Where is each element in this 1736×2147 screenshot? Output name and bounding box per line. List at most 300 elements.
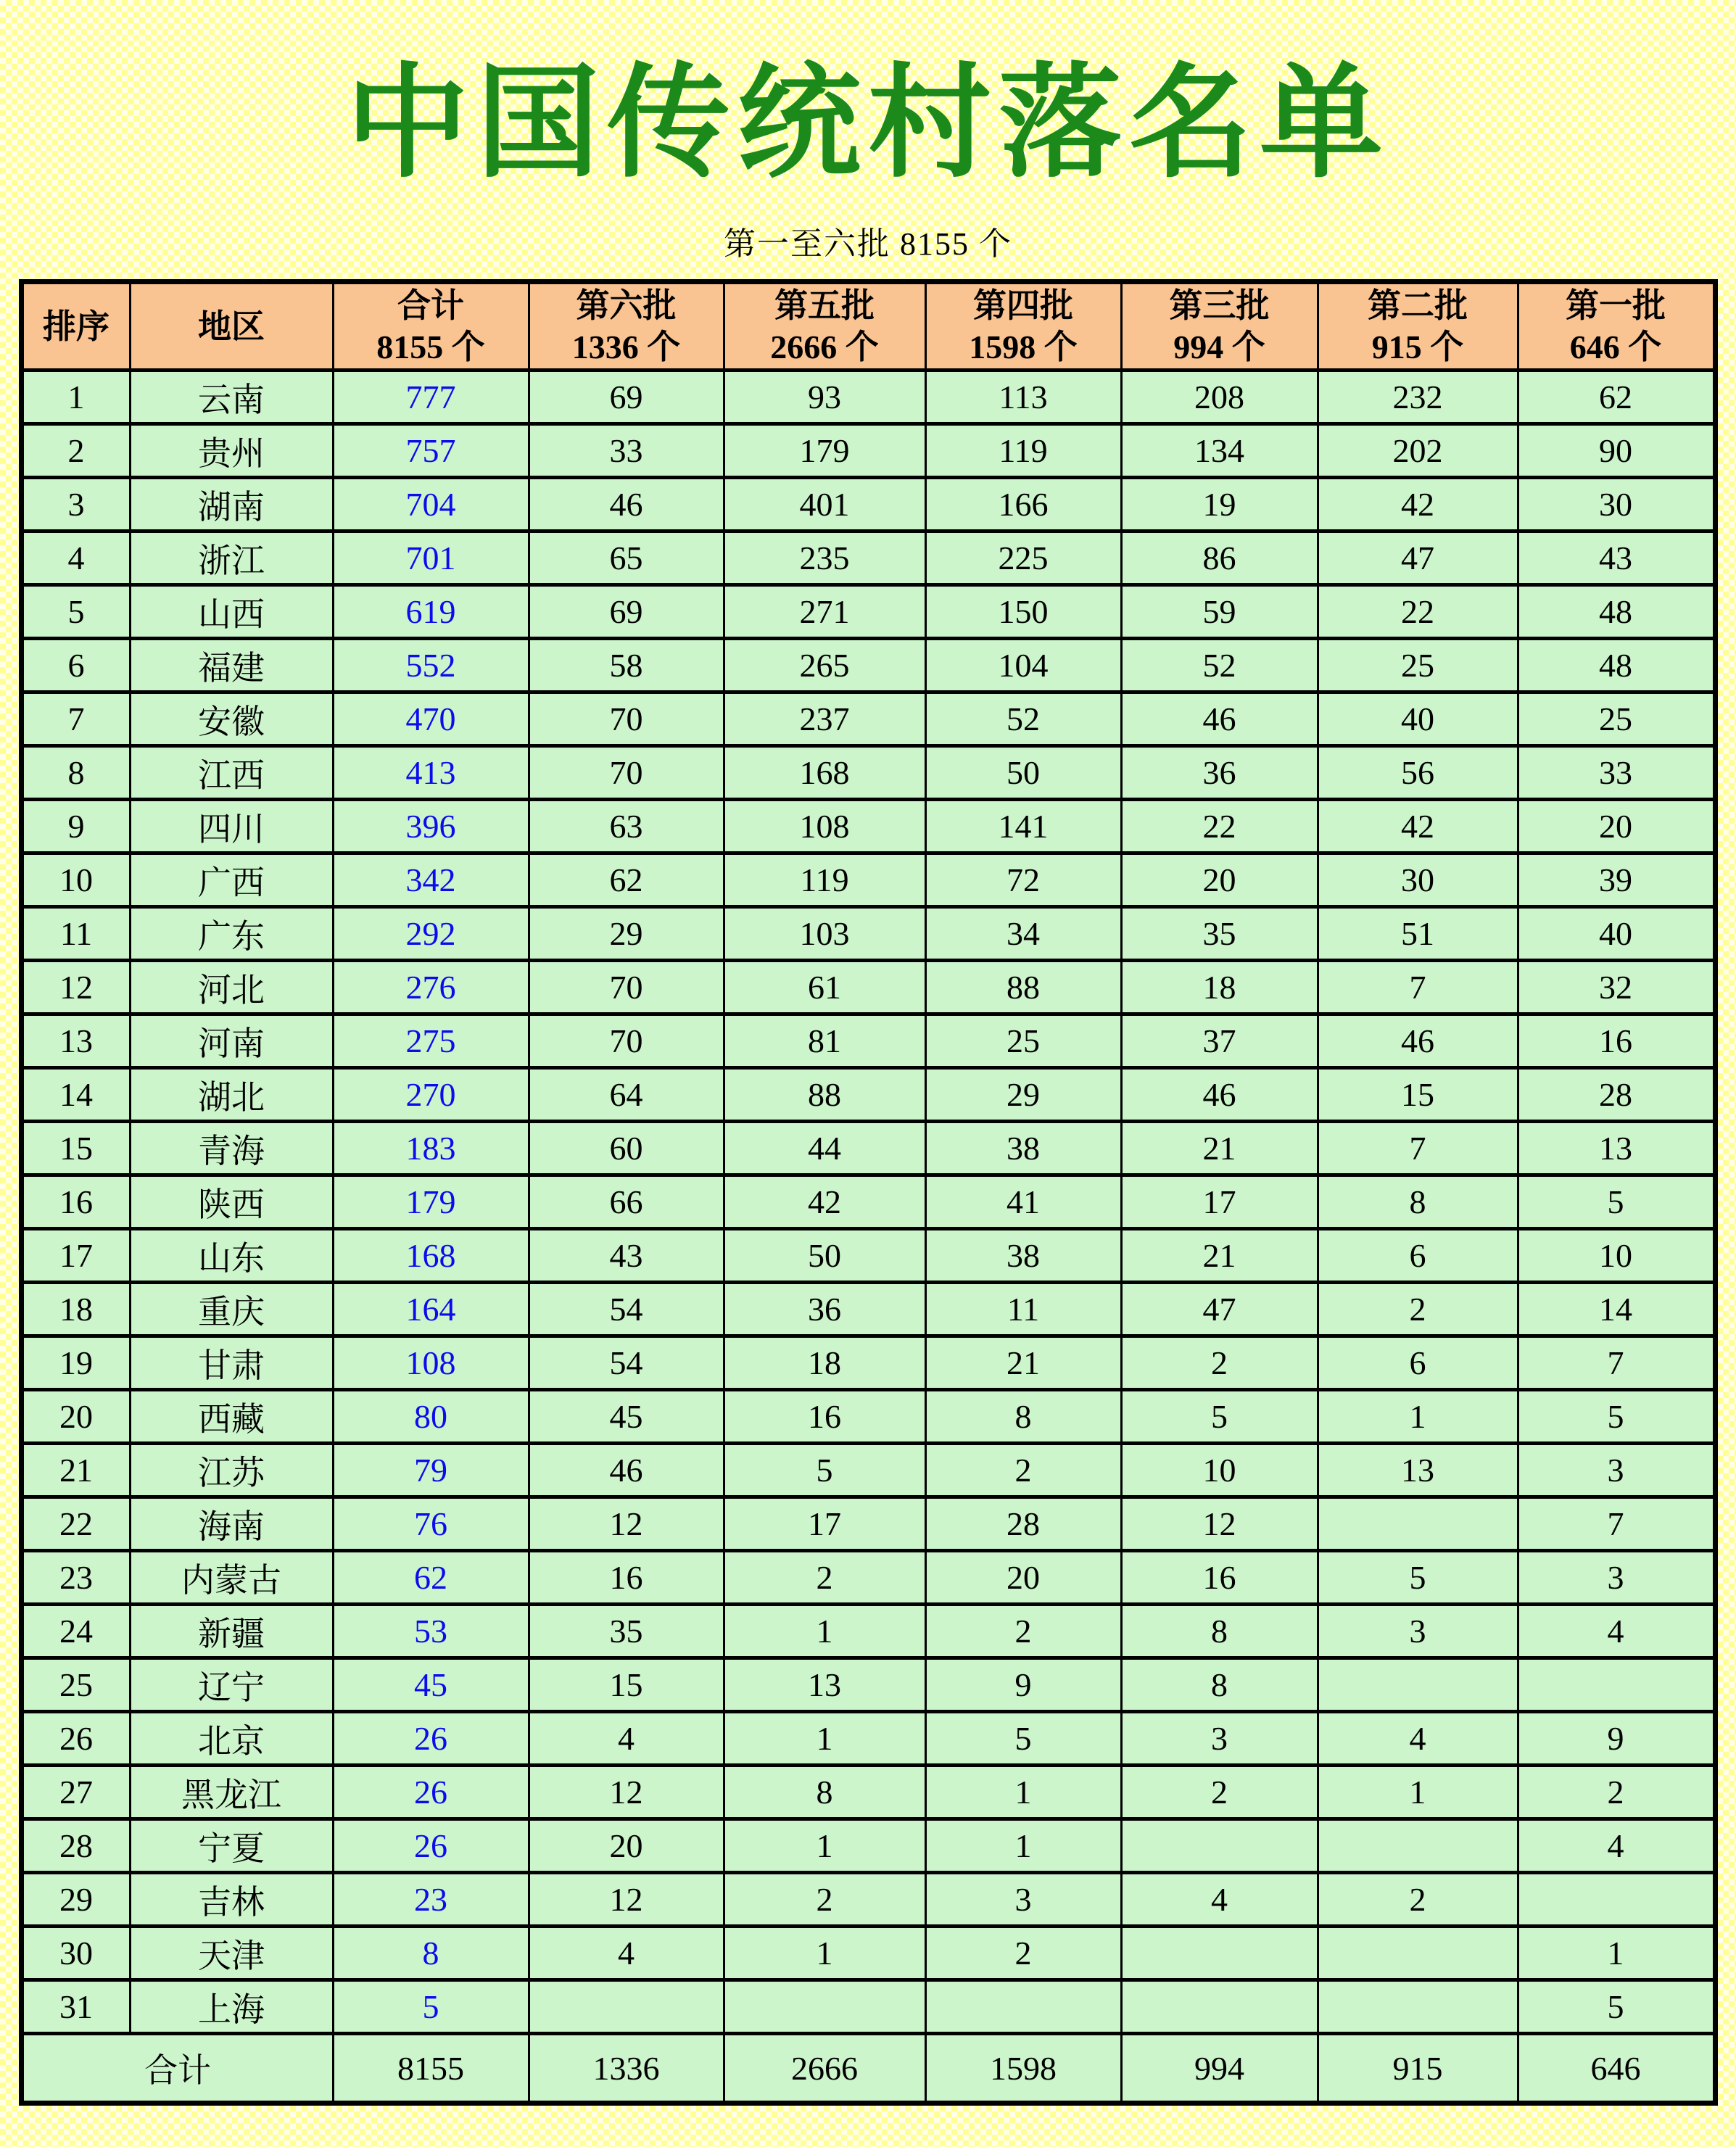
cell-region: 广东: [130, 907, 333, 961]
cell-batch-4: 41: [925, 1175, 1121, 1229]
cell-region: 福建: [130, 639, 333, 692]
cell-batch-2: 47: [1318, 531, 1518, 585]
cell-batch-3: 8: [1121, 1658, 1318, 1712]
cell-batch-6: 45: [529, 1390, 724, 1444]
cell-batch-3: 20: [1121, 853, 1318, 907]
cell-batch-3: 59: [1121, 585, 1318, 639]
cell-batch-4: 225: [925, 531, 1121, 585]
cell-rank: 9: [21, 800, 130, 853]
cell-rank: 17: [21, 1229, 130, 1283]
cell-total: 62: [333, 1551, 529, 1605]
cell-batch-1: 33: [1518, 746, 1715, 800]
cell-rank: 16: [21, 1175, 130, 1229]
table-row: [21, 424, 1715, 478]
cell-rank: 31: [21, 1980, 130, 2034]
cell-batch-1: 48: [1518, 639, 1715, 692]
cell-region: 河南: [130, 1014, 333, 1068]
table-row: [21, 692, 1715, 746]
cell-batch-1: 7: [1518, 1336, 1715, 1390]
cell-region: 江苏: [130, 1444, 333, 1497]
cell-rank: 7: [21, 692, 130, 746]
cell-batch-6: 69: [529, 585, 724, 639]
cell-batch-1: 3: [1518, 1444, 1715, 1497]
cell-batch-1: [1518, 1658, 1715, 1712]
cell-batch-4: 11: [925, 1283, 1121, 1336]
cell-batch-1: 32: [1518, 961, 1715, 1014]
cell-batch-4: 38: [925, 1122, 1121, 1175]
cell-batch-1: 43: [1518, 531, 1715, 585]
cell-batch-5: 1: [724, 1605, 925, 1658]
cell-batch-2: 4: [1318, 1712, 1518, 1766]
cell-batch-6: 12: [529, 1766, 724, 1819]
cell-batch-2: 56: [1318, 746, 1518, 800]
cell-batch-4: 113: [925, 371, 1121, 424]
cell-batch-5: 8: [724, 1766, 925, 1819]
cell-region: 山东: [130, 1229, 333, 1283]
cell-batch-5: 18: [724, 1336, 925, 1390]
cell-batch-6: 54: [529, 1336, 724, 1390]
cell-region: 安徽: [130, 692, 333, 746]
cell-batch-6: 33: [529, 424, 724, 478]
cell-region: 江西: [130, 746, 333, 800]
cell-batch-3: 2: [1121, 1766, 1318, 1819]
cell-region: 浙江: [130, 531, 333, 585]
cell-batch-1: 9: [1518, 1712, 1715, 1766]
cell-batch-4: 21: [925, 1336, 1121, 1390]
cell-batch-3: 2: [1121, 1336, 1318, 1390]
cell-batch-5: 93: [724, 371, 925, 424]
table-row: [21, 1819, 1715, 1873]
cell-batch-6: 46: [529, 478, 724, 531]
column-header-total: [333, 282, 529, 371]
table-row: [21, 746, 1715, 800]
cell-region: 西藏: [130, 1390, 333, 1444]
cell-batch-1: 62: [1518, 371, 1715, 424]
cell-batch-1: 20: [1518, 800, 1715, 853]
cell-batch-2: 51: [1318, 907, 1518, 961]
cell-region: 吉林: [130, 1873, 333, 1927]
cell-batch-1: 4: [1518, 1605, 1715, 1658]
table-row: [21, 531, 1715, 585]
column-header-region: [130, 282, 333, 371]
column-header-label: 第二批: [1368, 286, 1468, 324]
column-header-label: 第五批: [774, 286, 875, 324]
cell-batch-3: 8: [1121, 1605, 1318, 1658]
cell-batch-2: [1318, 1980, 1518, 2034]
cell-batch-2: 40: [1318, 692, 1518, 746]
cell-batch-6: [529, 1980, 724, 2034]
villages-table: [19, 279, 1718, 2106]
cell-batch-6: 16: [529, 1551, 724, 1605]
column-header-label: 第一批: [1566, 286, 1666, 324]
cell-batch-5: 179: [724, 424, 925, 478]
table-row: [21, 639, 1715, 692]
cell-rank: 28: [21, 1819, 130, 1873]
cell-batch-2: 30: [1318, 853, 1518, 907]
cell-batch-5: 168: [724, 746, 925, 800]
cell-region: 河北: [130, 961, 333, 1014]
cell-region: 湖南: [130, 478, 333, 531]
cell-batch-5: 1: [724, 1712, 925, 1766]
cell-batch-4: 166: [925, 478, 1121, 531]
cell-total: 275: [333, 1014, 529, 1068]
column-header-batch-5: [724, 282, 925, 371]
cell-rank: 29: [21, 1873, 130, 1927]
cell-batch-1: 13: [1518, 1122, 1715, 1175]
cell-batch-4: 2: [925, 1444, 1121, 1497]
cell-region: 天津: [130, 1927, 333, 1980]
cell-batch-6: 70: [529, 746, 724, 800]
cell-rank: 6: [21, 639, 130, 692]
cell-batch-3: 22: [1121, 800, 1318, 853]
column-header-count: 994 个: [1173, 328, 1265, 366]
cell-batch-6: 70: [529, 1014, 724, 1068]
cell-batch-5: 61: [724, 961, 925, 1014]
footer-label: 合计: [21, 2034, 333, 2103]
cell-batch-6: 65: [529, 531, 724, 585]
cell-batch-1: 28: [1518, 1068, 1715, 1122]
cell-batch-2: 15: [1318, 1068, 1518, 1122]
cell-batch-3: 21: [1121, 1229, 1318, 1283]
cell-batch-6: 69: [529, 371, 724, 424]
cell-rank: 14: [21, 1068, 130, 1122]
column-header-label: 第六批: [576, 286, 677, 324]
page-title: 中国传统村落名单: [345, 56, 1390, 192]
cell-batch-2: 42: [1318, 478, 1518, 531]
cell-batch-6: 66: [529, 1175, 724, 1229]
cell-region: 甘肃: [130, 1336, 333, 1390]
cell-total: 5: [333, 1980, 529, 2034]
cell-batch-3: 18: [1121, 961, 1318, 1014]
cell-total: 53: [333, 1605, 529, 1658]
cell-rank: 19: [21, 1336, 130, 1390]
cell-batch-5: 36: [724, 1283, 925, 1336]
cell-batch-4: 150: [925, 585, 1121, 639]
cell-batch-4: 25: [925, 1014, 1121, 1068]
cell-batch-5: 271: [724, 585, 925, 639]
cell-batch-3: 86: [1121, 531, 1318, 585]
cell-batch-4: 2: [925, 1605, 1121, 1658]
cell-region: 宁夏: [130, 1819, 333, 1873]
cell-batch-1: 48: [1518, 585, 1715, 639]
cell-batch-2: 3: [1318, 1605, 1518, 1658]
cell-region: 广西: [130, 853, 333, 907]
table-row: [21, 478, 1715, 531]
column-header-label: 第四批: [973, 286, 1073, 324]
cell-batch-5: 2: [724, 1551, 925, 1605]
footer-total-total: 8155: [333, 2034, 529, 2103]
table-row: [21, 371, 1715, 424]
cell-batch-4: 52: [925, 692, 1121, 746]
table-row: [21, 1229, 1715, 1283]
cell-batch-5: 2: [724, 1873, 925, 1927]
cell-batch-4: 119: [925, 424, 1121, 478]
cell-total: 164: [333, 1283, 529, 1336]
table-row: [21, 1980, 1715, 2034]
cell-batch-5: 401: [724, 478, 925, 531]
cell-batch-2: 42: [1318, 800, 1518, 853]
cell-batch-2: [1318, 1658, 1518, 1712]
cell-batch-3: 5: [1121, 1390, 1318, 1444]
cell-rank: 26: [21, 1712, 130, 1766]
cell-batch-1: [1518, 1873, 1715, 1927]
cell-batch-1: 14: [1518, 1283, 1715, 1336]
table-row: [21, 1551, 1715, 1605]
cell-batch-3: 10: [1121, 1444, 1318, 1497]
cell-batch-3: 46: [1121, 1068, 1318, 1122]
table-row: [21, 1444, 1715, 1497]
column-header-batch-3: [1121, 282, 1318, 371]
footer-total-batch-5: 2666: [724, 2034, 925, 2103]
cell-batch-3: 4: [1121, 1873, 1318, 1927]
cell-batch-4: 1: [925, 1819, 1121, 1873]
table-body: [21, 371, 1715, 2034]
column-header-count: 915 个: [1371, 328, 1464, 366]
table-row: [21, 1712, 1715, 1766]
cell-batch-4: 34: [925, 907, 1121, 961]
cell-batch-1: 3: [1518, 1551, 1715, 1605]
cell-rank: 20: [21, 1390, 130, 1444]
table-row: [21, 1873, 1715, 1927]
header-row: [21, 282, 1715, 371]
table-row: [21, 1122, 1715, 1175]
footer-row: [21, 2034, 1715, 2103]
cell-batch-3: 47: [1121, 1283, 1318, 1336]
footer-total-batch-6: 1336: [529, 2034, 724, 2103]
table-row: [21, 1766, 1715, 1819]
column-header-batch-2: [1318, 282, 1518, 371]
cell-batch-6: 4: [529, 1712, 724, 1766]
footer-total-batch-2: 915: [1318, 2034, 1518, 2103]
footer-total-batch-4: 1598: [925, 2034, 1121, 2103]
cell-rank: 2: [21, 424, 130, 478]
cell-rank: 4: [21, 531, 130, 585]
cell-batch-5: 13: [724, 1658, 925, 1712]
cell-total: 76: [333, 1497, 529, 1551]
cell-batch-6: 35: [529, 1605, 724, 1658]
table-row: [21, 1175, 1715, 1229]
cell-batch-5: 265: [724, 639, 925, 692]
cell-batch-3: 37: [1121, 1014, 1318, 1068]
cell-batch-6: 62: [529, 853, 724, 907]
cell-total: 704: [333, 478, 529, 531]
table-row: [21, 1497, 1715, 1551]
table-row: [21, 800, 1715, 853]
cell-batch-4: 5: [925, 1712, 1121, 1766]
cell-total: 757: [333, 424, 529, 478]
cell-rank: 1: [21, 371, 130, 424]
table-row: [21, 1658, 1715, 1712]
cell-region: 陕西: [130, 1175, 333, 1229]
cell-batch-5: 81: [724, 1014, 925, 1068]
cell-region: 山西: [130, 585, 333, 639]
cell-rank: 30: [21, 1927, 130, 1980]
cell-batch-6: 15: [529, 1658, 724, 1712]
cell-batch-1: 30: [1518, 478, 1715, 531]
cell-total: 552: [333, 639, 529, 692]
table-row: [21, 1927, 1715, 1980]
cell-batch-4: 20: [925, 1551, 1121, 1605]
cell-batch-5: [724, 1980, 925, 2034]
cell-batch-3: 52: [1121, 639, 1318, 692]
cell-batch-3: [1121, 1980, 1318, 2034]
cell-batch-6: 29: [529, 907, 724, 961]
cell-batch-6: 70: [529, 961, 724, 1014]
cell-total: 292: [333, 907, 529, 961]
cell-batch-5: 119: [724, 853, 925, 907]
cell-batch-4: 50: [925, 746, 1121, 800]
table-row: [21, 907, 1715, 961]
cell-total: 79: [333, 1444, 529, 1497]
cell-batch-2: 2: [1318, 1873, 1518, 1927]
table-row: [21, 1283, 1715, 1336]
cell-batch-2: [1318, 1497, 1518, 1551]
cell-region: 湖北: [130, 1068, 333, 1122]
cell-batch-5: 1: [724, 1927, 925, 1980]
cell-batch-3: 19: [1121, 478, 1318, 531]
table-row: [21, 853, 1715, 907]
cell-batch-2: 1: [1318, 1766, 1518, 1819]
cell-total: 23: [333, 1873, 529, 1927]
cell-batch-2: [1318, 1927, 1518, 1980]
cell-batch-2: 6: [1318, 1336, 1518, 1390]
cell-batch-4: 104: [925, 639, 1121, 692]
cell-total: 26: [333, 1712, 529, 1766]
cell-batch-1: 5: [1518, 1175, 1715, 1229]
cell-batch-6: 4: [529, 1927, 724, 1980]
cell-region: 新疆: [130, 1605, 333, 1658]
cell-total: 276: [333, 961, 529, 1014]
cell-batch-5: 16: [724, 1390, 925, 1444]
cell-batch-4: [925, 1980, 1121, 2034]
table-footer: [21, 2034, 1715, 2103]
cell-batch-6: 54: [529, 1283, 724, 1336]
cell-total: 45: [333, 1658, 529, 1712]
column-header-count: 1598 个: [969, 328, 1078, 366]
column-header-batch-1: [1518, 282, 1715, 371]
cell-region: 北京: [130, 1712, 333, 1766]
column-header-label: 合计: [397, 286, 464, 324]
cell-batch-2: [1318, 1819, 1518, 1873]
cell-batch-3: [1121, 1927, 1318, 1980]
cell-batch-3: 208: [1121, 371, 1318, 424]
cell-batch-5: 50: [724, 1229, 925, 1283]
cell-total: 701: [333, 531, 529, 585]
table-row: [21, 1014, 1715, 1068]
cell-batch-1: 2: [1518, 1766, 1715, 1819]
cell-batch-4: 8: [925, 1390, 1121, 1444]
cell-batch-2: 232: [1318, 371, 1518, 424]
cell-batch-1: 10: [1518, 1229, 1715, 1283]
cell-batch-3: 12: [1121, 1497, 1318, 1551]
cell-region: 海南: [130, 1497, 333, 1551]
column-header-label: 地区: [198, 307, 265, 345]
column-header-label: 排序: [43, 307, 109, 345]
cell-total: 342: [333, 853, 529, 907]
table-row: [21, 1068, 1715, 1122]
cell-batch-4: 3: [925, 1873, 1121, 1927]
column-header-rank: [21, 282, 130, 371]
cell-batch-3: 36: [1121, 746, 1318, 800]
cell-total: 777: [333, 371, 529, 424]
cell-batch-2: 8: [1318, 1175, 1518, 1229]
cell-total: 168: [333, 1229, 529, 1283]
cell-batch-3: 21: [1121, 1122, 1318, 1175]
page-subtitle: 第一至六批 8155 个: [724, 226, 1012, 262]
table-row: [21, 1336, 1715, 1390]
cell-total: 179: [333, 1175, 529, 1229]
table-row: [21, 1605, 1715, 1658]
cell-batch-1: 7: [1518, 1497, 1715, 1551]
cell-batch-4: 1: [925, 1766, 1121, 1819]
cell-batch-4: 141: [925, 800, 1121, 853]
cell-batch-5: 108: [724, 800, 925, 853]
cell-batch-1: 39: [1518, 853, 1715, 907]
cell-batch-1: 25: [1518, 692, 1715, 746]
cell-batch-2: 7: [1318, 961, 1518, 1014]
cell-batch-5: 237: [724, 692, 925, 746]
footer-total-batch-1: 646: [1518, 2034, 1715, 2103]
cell-total: 80: [333, 1390, 529, 1444]
column-header-count: 646 个: [1569, 328, 1662, 366]
cell-batch-1: 4: [1518, 1819, 1715, 1873]
cell-batch-5: 5: [724, 1444, 925, 1497]
cell-batch-4: 88: [925, 961, 1121, 1014]
cell-total: 619: [333, 585, 529, 639]
cell-batch-5: 88: [724, 1068, 925, 1122]
cell-rank: 13: [21, 1014, 130, 1068]
cell-region: 黑龙江: [130, 1766, 333, 1819]
cell-batch-6: 12: [529, 1497, 724, 1551]
table-header: [21, 282, 1715, 371]
cell-rank: 15: [21, 1122, 130, 1175]
cell-batch-1: 5: [1518, 1980, 1715, 2034]
table-row: [21, 961, 1715, 1014]
cell-batch-5: 235: [724, 531, 925, 585]
cell-batch-6: 63: [529, 800, 724, 853]
cell-batch-5: 103: [724, 907, 925, 961]
cell-batch-2: 202: [1318, 424, 1518, 478]
cell-rank: 5: [21, 585, 130, 639]
cell-total: 8: [333, 1927, 529, 1980]
cell-region: 云南: [130, 371, 333, 424]
cell-batch-2: 7: [1318, 1122, 1518, 1175]
cell-batch-3: 17: [1121, 1175, 1318, 1229]
cell-batch-2: 6: [1318, 1229, 1518, 1283]
cell-batch-6: 60: [529, 1122, 724, 1175]
cell-batch-1: 90: [1518, 424, 1715, 478]
cell-region: 内蒙古: [130, 1551, 333, 1605]
cell-batch-2: 13: [1318, 1444, 1518, 1497]
cell-rank: 23: [21, 1551, 130, 1605]
column-header-count: 8155 个: [376, 328, 485, 366]
column-header-batch-4: [925, 282, 1121, 371]
column-header-count: 2666 个: [770, 328, 879, 366]
footer-total-batch-3: 994: [1121, 2034, 1318, 2103]
cell-rank: 25: [21, 1658, 130, 1712]
column-header-label: 第三批: [1169, 286, 1270, 324]
cell-batch-3: 46: [1121, 692, 1318, 746]
cell-region: 青海: [130, 1122, 333, 1175]
cell-batch-6: 43: [529, 1229, 724, 1283]
cell-region: 贵州: [130, 424, 333, 478]
cell-batch-6: 12: [529, 1873, 724, 1927]
cell-batch-3: 3: [1121, 1712, 1318, 1766]
cell-batch-4: 28: [925, 1497, 1121, 1551]
cell-region: 四川: [130, 800, 333, 853]
cell-batch-6: 64: [529, 1068, 724, 1122]
cell-batch-6: 58: [529, 639, 724, 692]
